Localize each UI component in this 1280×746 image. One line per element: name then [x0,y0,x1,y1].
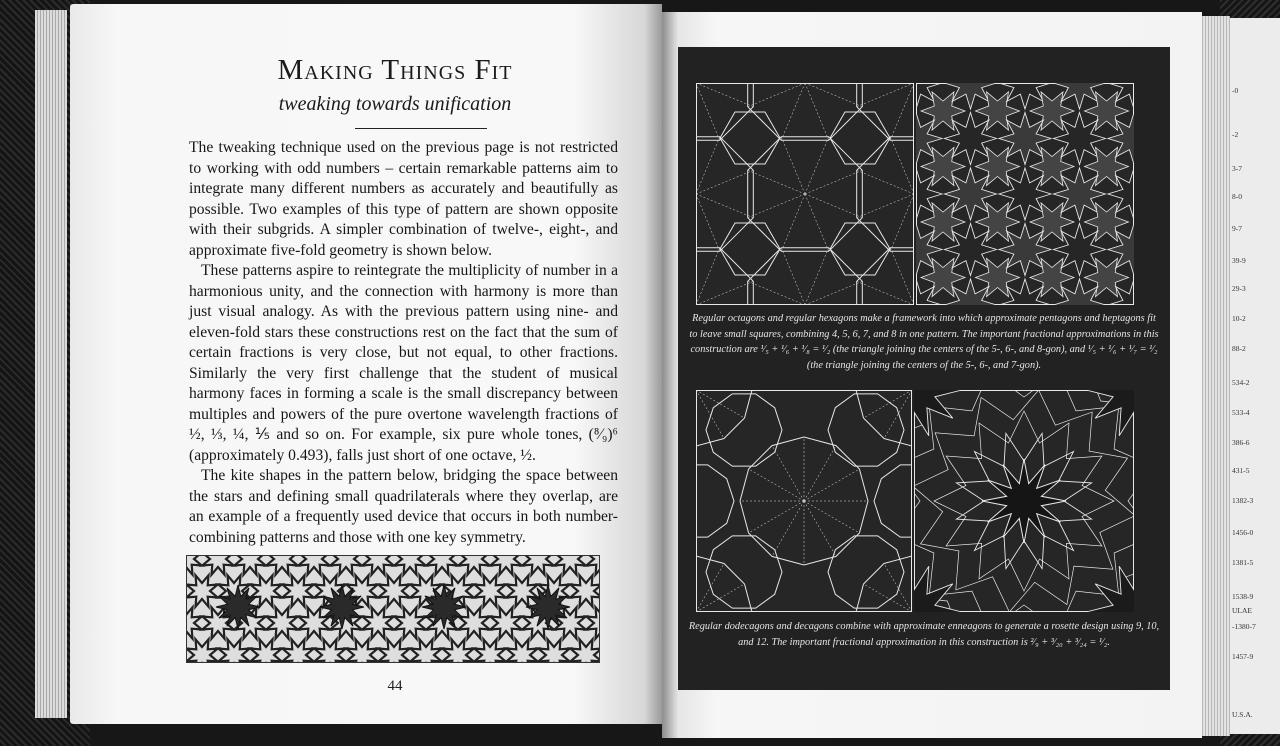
illustration-plate [678,47,1170,690]
index-label: 431-5 [1232,466,1250,475]
index-label: ULAE [1232,606,1252,615]
index-label: 3-7 [1232,164,1242,173]
index-label: 88-2 [1232,344,1246,353]
body-text [189,138,618,548]
dodecagon-subgrid-panel [696,390,912,612]
index-label: U.S.A. [1232,710,1253,719]
index-label: 533-4 [1232,408,1250,417]
index-label: 1538-9 [1232,592,1254,601]
paragraph-1: The tweaking technique used on the previous page is not restricted to working with odd numbers – certain remarkable patterns aim to integrate many different numbers as accurately and beautifully as possible. Two examples of this type of pattern are shown opposite with their subgrids. A simpler combination of twelve-, eight-, and approximate five-fold geometry is shown below. [189,139,618,259]
index-label: 386-6 [1232,438,1250,447]
page-subtitle: tweaking towards unification [278,93,512,115]
index-label: 8-0 [1232,192,1242,201]
index-label: 534-2 [1232,378,1250,387]
index-label: 1457-9 [1232,652,1254,661]
paragraph-3: The kite shapes in the pattern below, bridging the space between the stars and defining small quadrilaterals where they overlap, are an example of a frequently used device that occurs in both number-combining patterns and those with one key symmetry. [189,467,618,546]
kite-pattern-strip [186,555,600,663]
paragraph-2: These patterns aspire to reintegrate the multiplicity of number in a harmonious unity, and the connection with harmony is more than just visual analogy. As with the previous pattern using nine- and eleven-fold stars these constructions rest on the fact that the sum of certain fractions is very close, but not equal, to other fractions. Similarly the very first challenge that the student of musical harmony faces in forming a scale is the small discrepancy between multiples and powers of the pure overtone wavelength fractions of ½, ⅓, ¼, ⅕ and so on. For example, six pure whole tones, (⁸⁄₉)⁶ (approximately 0.493), falls just short of one octave, ½. [189,262,618,464]
octagon-subgrid-panel [696,83,914,305]
title-rule [355,128,487,129]
index-label: -1380-7 [1232,622,1256,631]
page-title: Making Things Fit [277,54,513,86]
index-label: 1382-3 [1232,496,1254,505]
index-label: 9-7 [1232,224,1242,233]
page-stack-right [1200,16,1230,736]
octagon-pattern-panel [916,83,1134,305]
index-label: -2 [1232,130,1239,139]
page-stack-left [35,10,67,718]
index-label: 39-9 [1232,256,1246,265]
index-label: 1381-5 [1232,558,1254,567]
caption-bottom: Regular dodecagons and decagons combine with approximate enneagons to generate a rosette design using 9, 10, and 12. The important fractional approximation in this construction is ²⁄₉ + ³⁄₂₀ + ³⁄₂₄ = ¹⁄₂. [688,621,1160,648]
index-label: 29-3 [1232,284,1246,293]
index-label: 10-2 [1232,314,1246,323]
page-number: 44 [387,678,403,694]
index-label: 1456-0 [1232,528,1254,537]
rosette-pattern-panel [914,390,1134,612]
index-label: -0 [1232,86,1239,95]
caption-top: Regular octagons and regular hexagons make a framework into which approximate pentagons and heptagons fit to leave small squares, combining 4, 5, 6, 7, and 8 in one pattern. The important fractional approximations in this construction are ¹⁄₅ + ¹⁄₆ + ¹⁄₈ = ¹⁄₂ (the triangle joining the centers of the 5-, 6-, and 8-gon), and ¹⁄₅ + ¹⁄₆ + ¹⁄₇ = ¹⁄₂ (the triangle joining the centers of the 5-, 6-, and 7-gon). [689,313,1159,371]
